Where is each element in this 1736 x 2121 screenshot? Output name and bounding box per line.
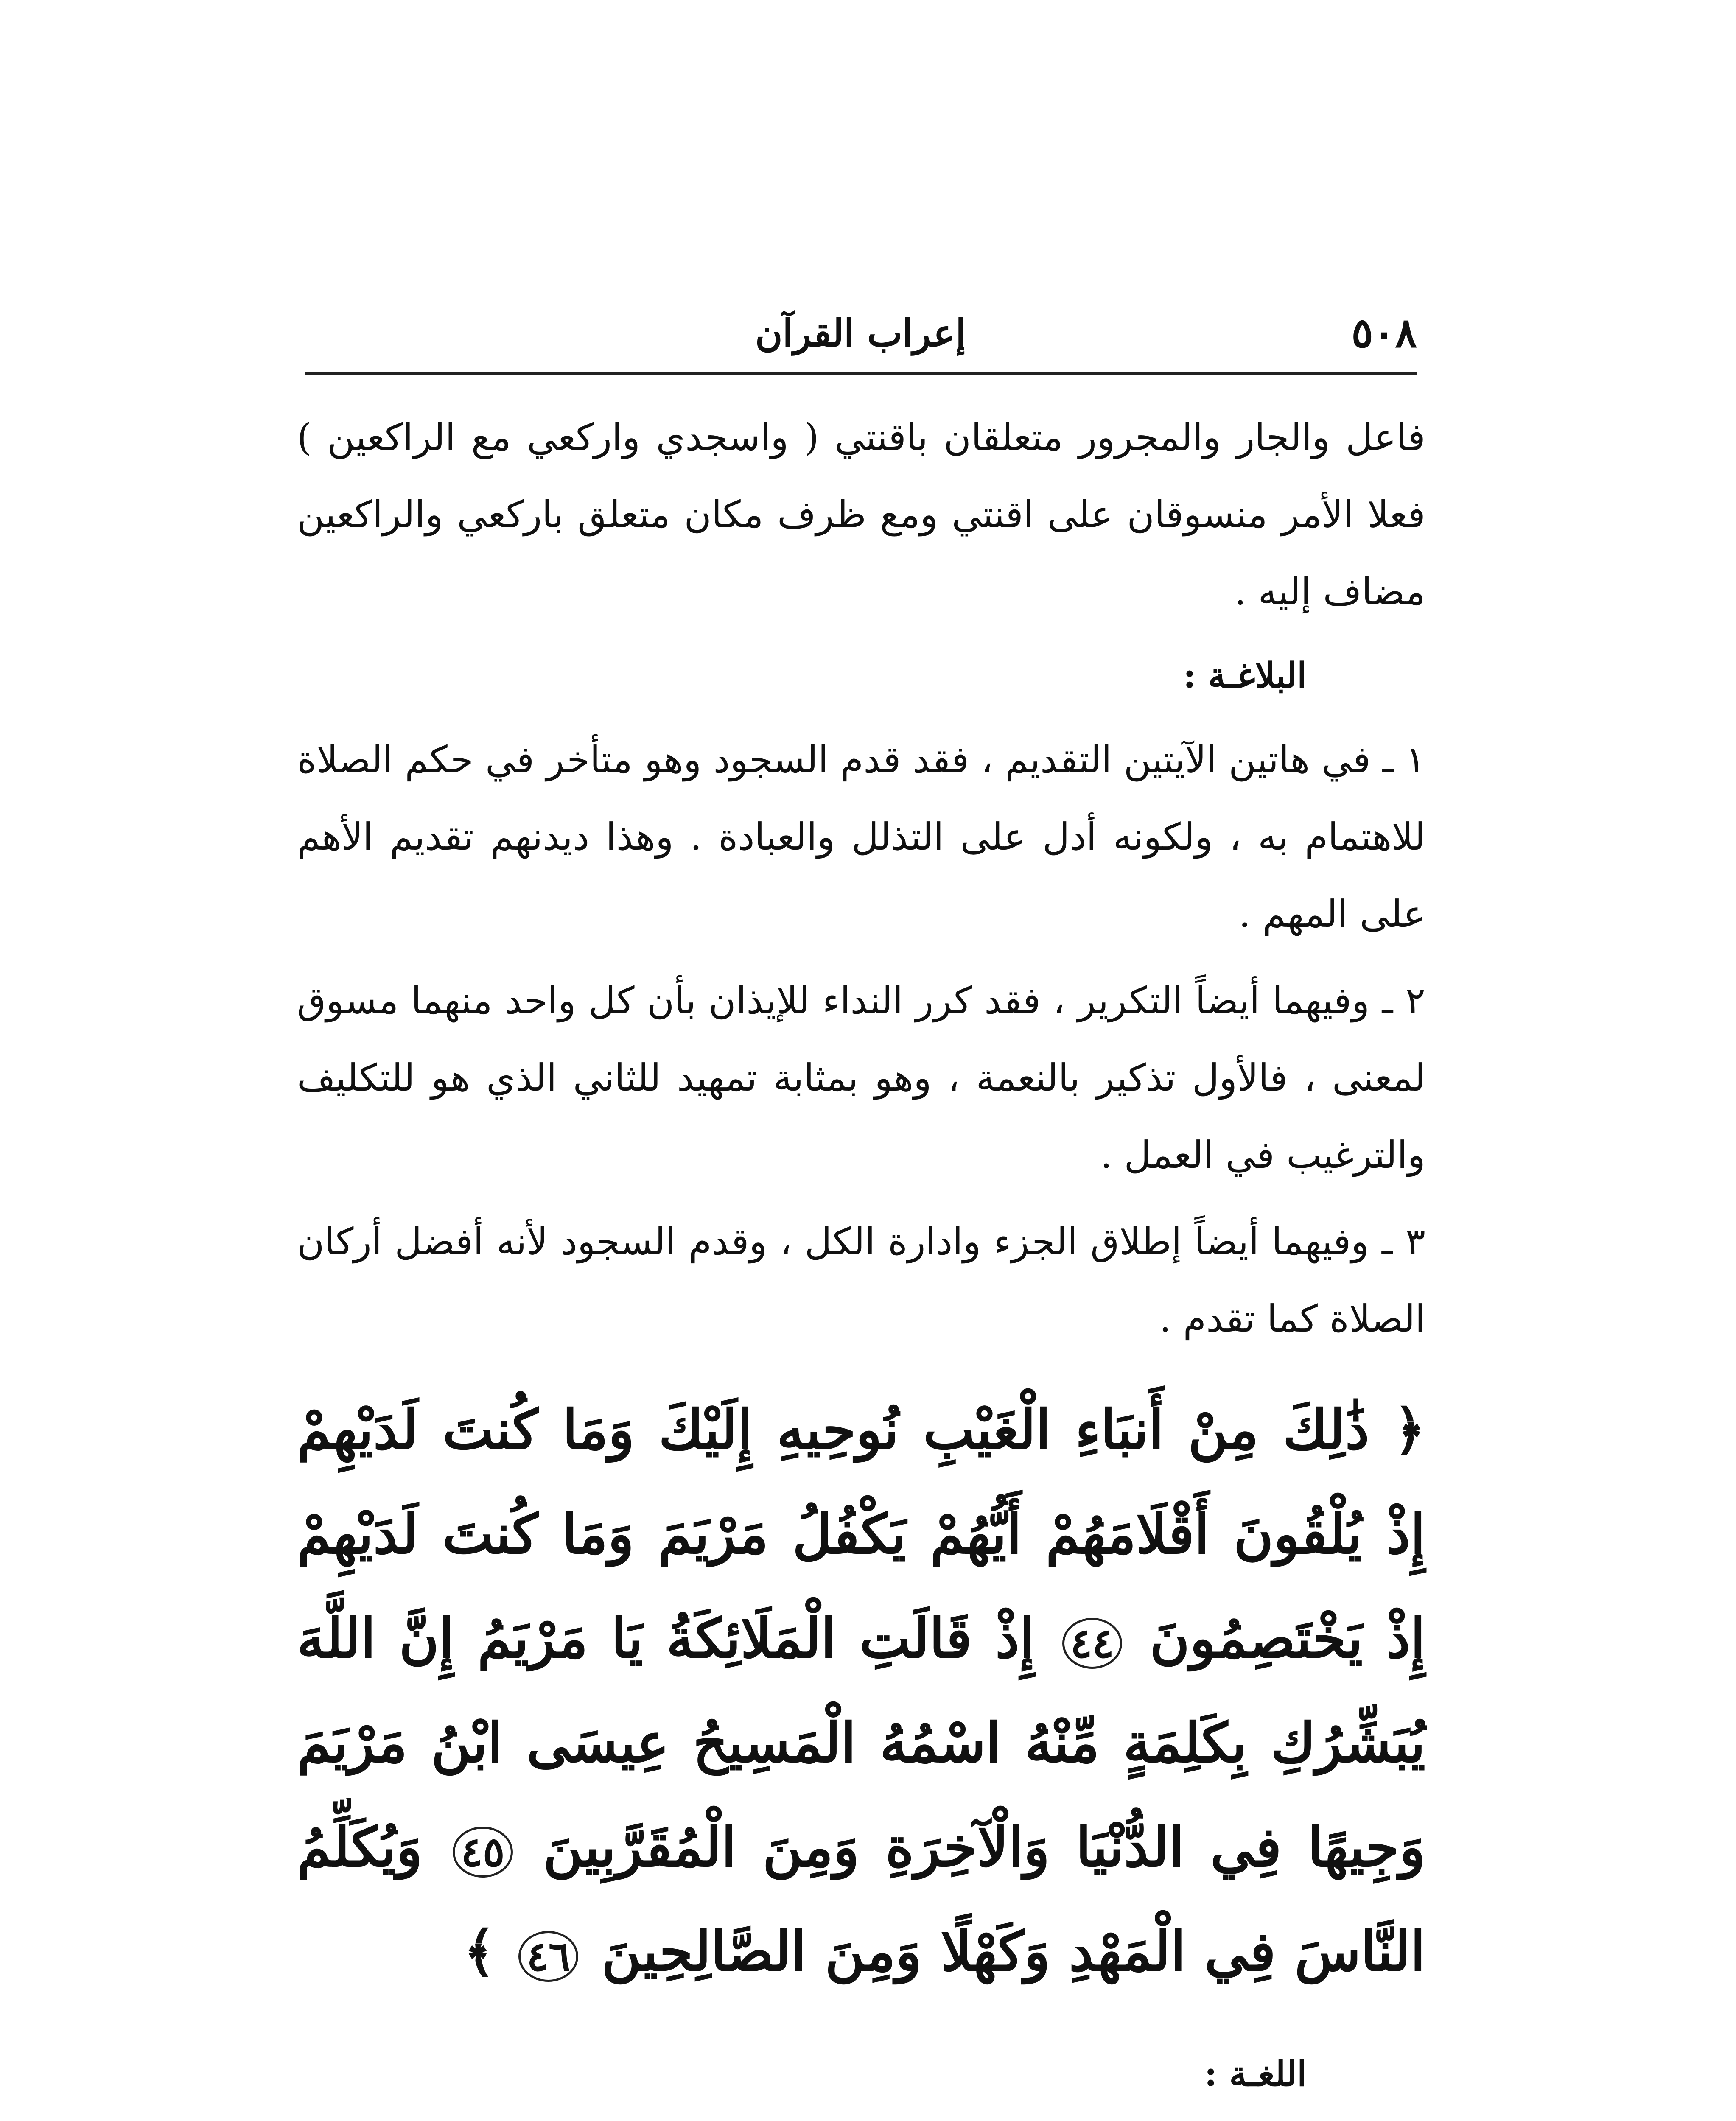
page-number: ٥٠٨	[1351, 309, 1417, 357]
lugha-paragraph	[297, 2119, 1425, 2121]
balagha-heading: البلاغـة :	[1183, 655, 1307, 696]
verse-text-44: ذَٰلِكَ مِنْ أَنبَاءِ الْغَيْبِ نُوحِيهِ إِلَيْكَ وَمَا كُنتَ لَدَيْهِمْ إِذْ يُلْقُونَ أَقْلَامَهُمْ أَيُّهُمْ يَكْفُلُ مَرْيَمَ وَمَا كُنتَ لَدَيْهِمْ إِذْ يَخْتَصِمُونَ	[297, 1398, 1425, 1670]
lugha-heading: اللغـة :	[1204, 2054, 1307, 2094]
page-header	[305, 305, 1417, 373]
verse-text-45: إِذْ قَالَتِ الْمَلَائِكَةُ يَا مَرْيَمُ إِنَّ اللَّهَ يُبَشِّرُكِ بِكَلِمَةٍ مِّنْهُ اسْمُهُ الْمَسِيحُ عِيسَى ابْنُ مَرْيَمَ وَجِيهًا فِي الدُّنْيَا وَالْآخِرَةِ وَمِنَ الْمُقَرَّبِينَ	[297, 1607, 1426, 1879]
balagha-point-1: ١ ـ في هاتين الآيتين التقديم ، فقد قدم السجود وهو متأخر في حكم الصلاة للاهتمام به ، ولكونه أدل على التذلل والعبادة . وهذا ديدنهم تقديم الأهم على المهم .	[297, 738, 1425, 936]
verse-text-46: وَيُكَلِّمُ النَّاسَ فِي الْمَهْدِ وَكَهْلًا وَمِنَ الصَّالِحِينَ	[297, 1816, 1425, 1984]
balagha-point-2: ٢ ـ وفيهما أيضاً التكرير ، فقد كرر النداء للإيذان بأن كل واحد منهما مسوق لمعنى ، فالأول تذكير بالنعمة ، وهو بمثابة تمهيد للثاني الذي هو للتكليف والترغيب في العمل .	[297, 979, 1425, 1177]
intro-paragraph: فاعل والجار والمجرور متعلقان باقنتي ( واسجدي واركعي مع الراكعين ) فعلا الأمر منسوقان على اقنتي ومع ظرف مكان متعلق باركعي والراكعين مضاف إليه .	[297, 415, 1425, 613]
balagha-point-3: ٣ ـ وفيهما أيضاً إطلاق الجزء وادارة الكل ، وقدم السجود لأنه أفضل أركان الصلاة كما تقدم .	[297, 1220, 1425, 1340]
running-title: إعراب القرآن	[755, 311, 966, 355]
header-divider	[305, 372, 1417, 375]
page-body	[297, 399, 1425, 2121]
verse-close-bracket: ﴾	[463, 1920, 496, 1984]
verse-number-46: ٤٦	[518, 1931, 578, 1982]
verse-number-45: ٤٥	[453, 1827, 512, 1878]
quran-verse	[297, 1378, 1425, 2004]
verse-open-bracket: ﴿	[1394, 1398, 1426, 1462]
verse-number-44: ٤٤	[1062, 1618, 1122, 1669]
